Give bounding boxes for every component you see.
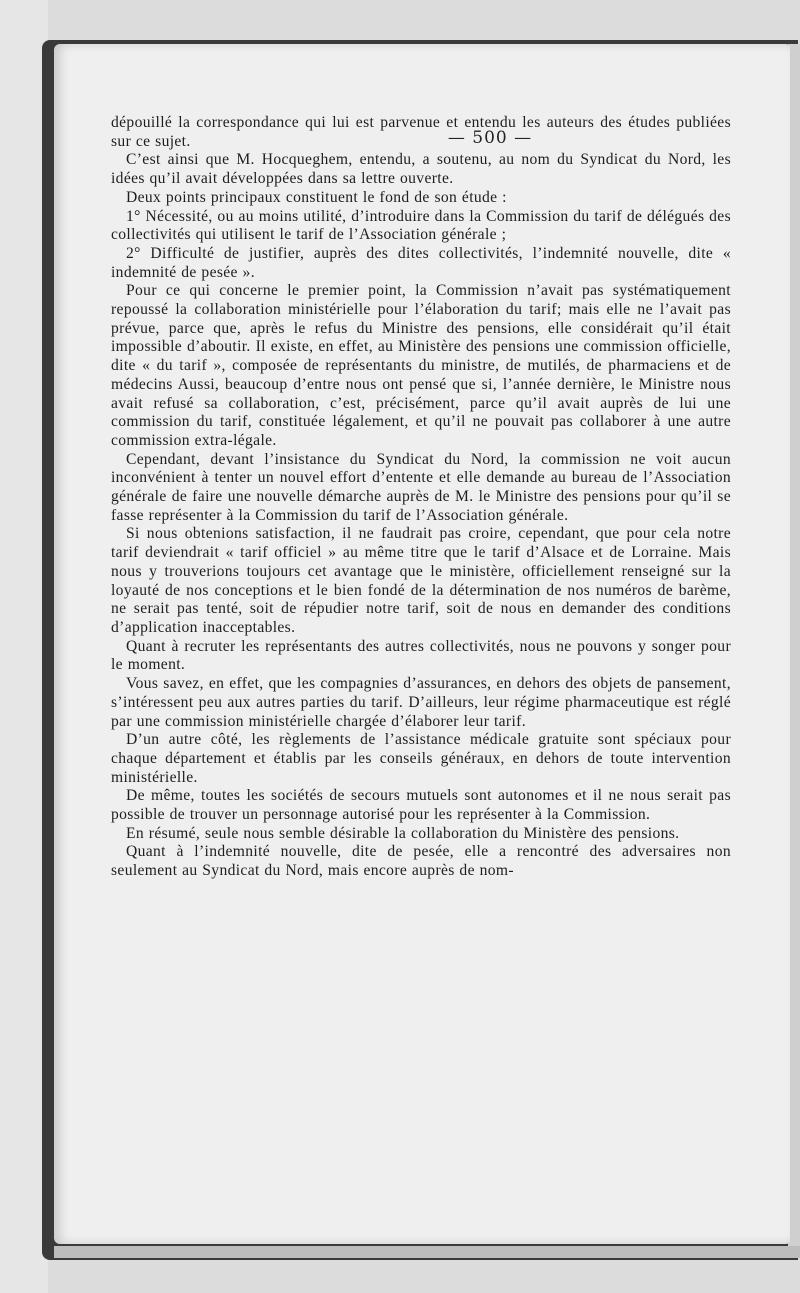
paragraph: 2° Difficulté de justifier, auprès des dites collectivités, l’indemnité nouvelle, dite « indemnité de pesée ». [111,244,731,281]
paragraph: En résumé, seule nous semble désirable la collaboration du Ministère des pensions. [126,824,680,842]
paragraph: Si nous obtenions satisfaction, il ne faudrait pas croire, cependant, que pour cela notre tarif deviendrait « tarif officiel » au même titre que le tarif d’Alsace et de Lorraine. Mais nous y trouverions toujours cet avantage que le ministère, officiellement renseigné sur la loyauté de nos conceptions et le bien fondé de la détermination de nos numéros de barème, ne serait pas tenté, soit de répudier notre tarif, soit de nous en demander des conditions d’application inacceptables. [111,525,731,636]
paragraph: Quant à recruter les représentants des autres collectivités, nous ne pouvons y songer pour le moment. [111,637,731,674]
paragraph: Vous savez, en effet, que les compagnies d’assurances, en dehors des objets de pansement, s’intéressent peu aux autres parties du tarif. D’ailleurs, leur régime pharmaceutique est réglé par une commission ministérielle chargée d’élaborer leur tarif. [111,675,731,730]
page-body-text [111,114,731,881]
page-bottom-edge [54,1246,800,1258]
paragraph: Cependant, devant l’insistance du Syndicat du Nord, la commission ne voit aucun inconvénient à tenter un nouvel effort d’entente et elle demande au bureau de l’Association générale de faire une nouvelle démarche auprès de M. le Ministre des pensions pour qu’il se fasse représenter à la Commission du tarif de l’Association générale. [111,450,731,524]
page-number: — 500 — [447,128,533,148]
paragraph: Quant à l’indemnité nouvelle, dite de pesée, elle a rencontré des adversaires non seulement au Syndicat du Nord, mais encore auprès de nom- [111,843,731,880]
paragraph: Deux points principaux constituent le fond de son étude : [126,188,507,206]
paragraph: dépouillé la correspondance qui lui est parvenue et entendu les auteurs des études publiées sur ce sujet. [111,114,731,150]
paragraph: Pour ce qui concerne le premier point, la Commission n’avait pas systématiquement repoussé la collaboration ministérielle pour l’élaboration du tarif; mais elle ne l’avait pas prévue, parce que, après le refus du Ministre des pensions, elle considérait qu’il était impossible d’aboutir. Il existe, en effet, au Ministère des pensions une commission officielle, dite « du tarif », composée de représentants du ministre, de mutilés, de pharmaciens et de médecins Aussi, beaucoup d’entre nous ont pensé que si, l’année dernière, le Ministre nous avait refusé sa collaboration, c’est, précisément, parce qu’il avait auprès de lui une commission du tarif, constituée légalement, et qu’il ne pouvait pas collaborer à une autre commission extra-légale. [111,282,731,449]
paragraph: 1° Nécessité, ou au moins utilité, d’introduire dans la Commission du tarif de délégués des collectivités qui utilisent le tarif de l’Association générale ; [111,207,731,244]
scan-background-left [0,0,48,1293]
paragraph: De même, toutes les sociétés de secours mutuels sont autonomes et il ne nous serait pas possible de trouver un personnage autorisé pour les représenter à la Commission. [111,787,731,824]
paragraph: D’un autre côté, les règlements de l’assistance médicale gratuite sont spéciaux pour chaque département et établis par les conseils généraux, en dehors de toute intervention ministérielle. [111,731,731,786]
paragraph: C’est ainsi que M. Hocqueghem, entendu, a soutenu, au nom du Syndicat du Nord, les idées qu’il avait développées dans sa lettre ouverte. [111,151,731,188]
